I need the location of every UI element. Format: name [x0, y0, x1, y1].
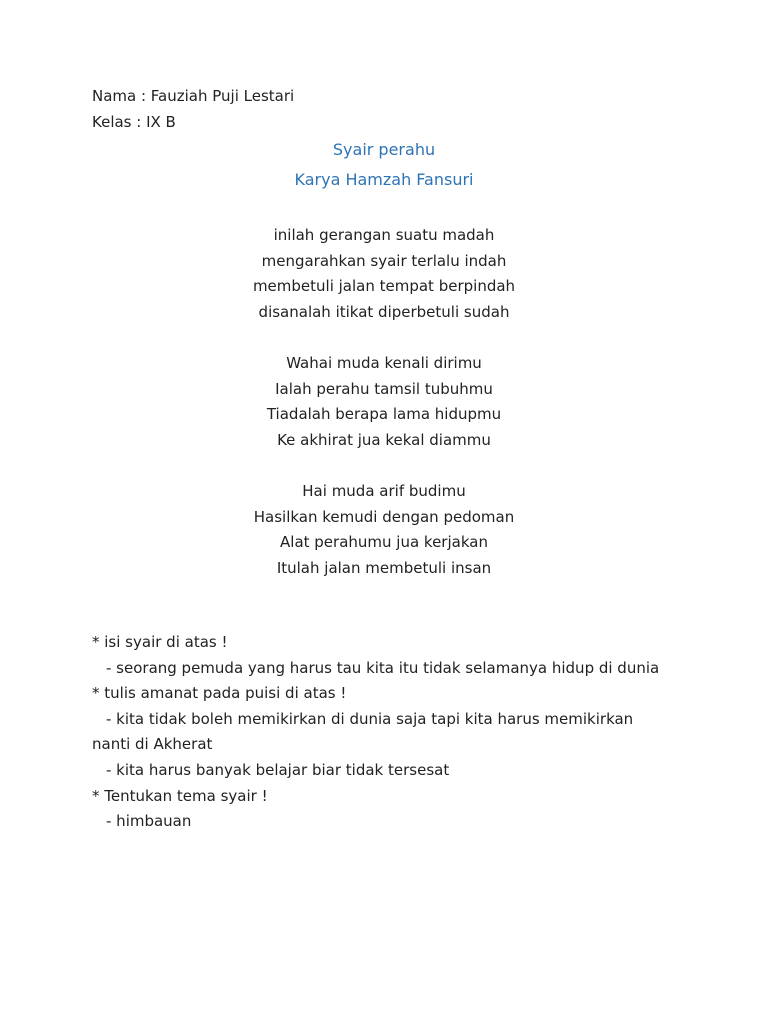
stanza-3	[0, 479, 768, 581]
poem-line: membetuli jalan tempat berpindah	[252, 277, 516, 296]
poem-line: Hai muda arif budimu	[302, 481, 466, 500]
poem-line: Itulah jalan membetuli insan	[276, 558, 492, 577]
question: * Tentukan tema syair !	[92, 786, 268, 805]
poem-line: inilah gerangan suatu madah	[273, 226, 495, 244]
answer: - kita tidak boleh memikirkan di dunia saja tapi kita harus memikirkan nanti di Akherat	[92, 709, 634, 754]
poem-author: Karya Hamzah Fansuri	[294, 170, 474, 189]
answer: - himbauan	[106, 812, 192, 831]
student-info	[92, 84, 294, 135]
poem-body	[0, 223, 768, 607]
poem-line: mengarahkan syair terlalu indah	[261, 251, 507, 270]
poem-title-block	[0, 135, 768, 195]
questions-section	[92, 630, 672, 835]
poem-line: Hasilkan kemudi dengan pedoman	[253, 507, 515, 526]
poem-line: disanalah itikat diperbetuli sudah	[258, 302, 510, 321]
student-class: Kelas : IX B	[92, 112, 176, 131]
answer: - seorang pemuda yang harus tau kita itu tidak selamanya hidup di dunia	[106, 658, 660, 677]
student-name: Nama : Fauziah Puji Lestari	[92, 87, 295, 105]
poem-line: Wahai muda kenali dirimu	[286, 353, 482, 372]
poem-line: Ke akhirat jua kekal diammu	[277, 430, 491, 449]
poem-line: Tiadalah berapa lama hidupmu	[266, 405, 502, 424]
question: * isi syair di atas !	[92, 633, 228, 651]
poem-line: Ialah perahu tamsil tubuhmu	[275, 379, 493, 398]
poem-title: Syair perahu	[332, 140, 436, 159]
poem-line: Alat perahumu jua kerjakan	[280, 533, 488, 552]
answer: - kita harus banyak belajar biar tidak tersesat	[106, 760, 450, 779]
stanza-1	[0, 223, 768, 325]
stanza-2	[0, 351, 768, 453]
question: * tulis amanat pada puisi di atas !	[92, 684, 347, 703]
